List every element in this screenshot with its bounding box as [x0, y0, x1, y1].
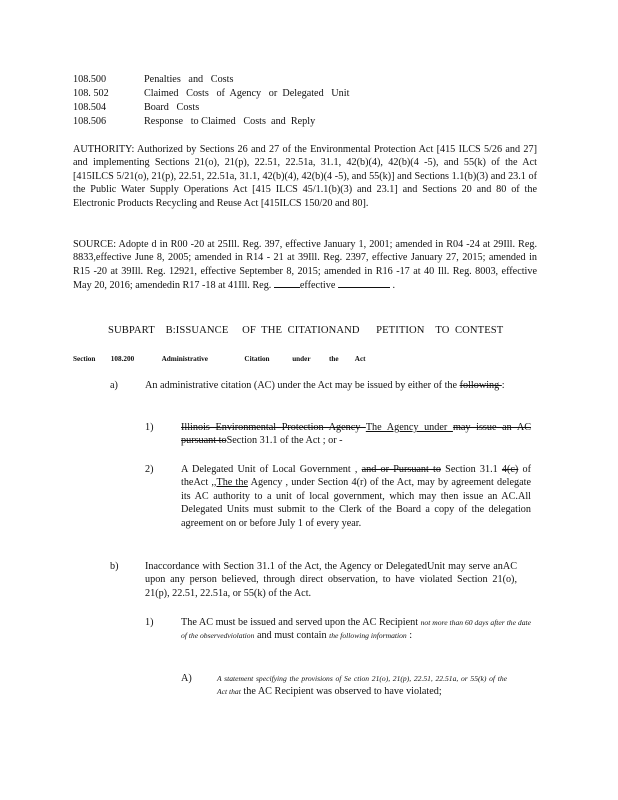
toc-section-number: 108.506: [73, 116, 107, 127]
deleted-text: following: [459, 380, 502, 391]
item-a2-body: A Delegated Unit of Local Government ,: [181, 464, 362, 475]
italic-text: not more than 60 days after the date of the observedviolation: [181, 618, 531, 641]
item-a-colon: :: [501, 380, 505, 391]
item-a2-body: Section 31.1: [440, 464, 502, 475]
item-label-b: b): [110, 561, 119, 572]
item-a2-body: Agency , under Section 4(r) of the Act, may by agreement delegate its AC authority to a unit of local government, which may then issue an AC.All Delegated Units must submit to the Clerk of the Board a copy of the delegation agreement on or before July 1 of every year.: [181, 477, 531, 529]
blank-reg-field: [274, 278, 300, 288]
inserted-text: The Agency under: [365, 422, 453, 433]
source-note: [73, 238, 537, 293]
item-label-a: a): [110, 380, 118, 391]
toc-row: [73, 115, 493, 129]
deleted-text: may issue an AC pursuant to: [181, 422, 532, 447]
item-b1A-text: [217, 672, 507, 699]
section-title-word: Administrative: [161, 355, 208, 363]
deleted-text: Illinois Environmental Protection Agency: [181, 422, 366, 433]
item-a-body: An administrative citation (AC) under the Act may be issued by either of the: [145, 380, 460, 391]
italic-text: the following information: [329, 631, 407, 641]
source-effective-label: effective: [299, 280, 336, 292]
item-label-b1: 1): [145, 617, 154, 628]
blank-effective-field: [338, 278, 390, 288]
toc-section-title: Response to Claimed Costs and Reply: [144, 116, 316, 127]
item-b1-colon: :: [406, 630, 413, 642]
toc-section-title: Claimed Costs of Agency or Delegated Unit: [144, 88, 350, 99]
item-b1A-body: the AC Recipient was observed to have violated;: [240, 686, 442, 698]
source-reg-label: Reg.: [252, 280, 272, 292]
toc-section-number: 108.500: [73, 74, 107, 85]
toc-section-title: Penalties and Costs: [144, 74, 234, 85]
toc-row: [73, 87, 493, 101]
source-history: SOURCE: Adopte d in R00 -20 at 25Ill. Reg. 397, effective January 1, 2001; amended in R04 -24 at 29Ill. Reg. 8833,effective June 8, 2005; amended in R14 - 21 at 39Ill. Reg. 2397, effective January 27, 2015; amended in R15 -20 at 39Ill. Reg. 12921, effective September 8, 2015; amended in R16 -17 at 40 Ill. Reg. 8003, effective May 20, 2016; amendedin R17 -18 at 41Ill.: [73, 239, 537, 292]
section-title-word: under: [292, 355, 311, 363]
deleted-text: 4(c): [501, 464, 519, 475]
item-a1-body: Section 31.1 of the Act ; or -: [226, 435, 343, 447]
item-a1-text: [181, 421, 531, 448]
item-a2-body: of theAct ,,: [181, 464, 531, 489]
item-b-text: Inaccordance with Section 31.1 of the Act, the Agency or DelegatedUnit may serve anAC upon any person believed, through direct observation, to have violated Section 21(o), 21(p), 22.51, 22.51a, or 55(k) of the Act.: [145, 561, 517, 599]
item-b1-body: and must contain: [254, 630, 330, 642]
toc-section-title: Board Costs: [144, 102, 200, 113]
inserted-text: The the: [216, 477, 248, 489]
item-label-a1: 1): [145, 422, 154, 433]
item-label-a2: 2): [145, 464, 154, 475]
toc-section-number: 108.504: [73, 102, 107, 113]
section-title-word: the: [328, 355, 339, 363]
authority-note: AUTHORITY: Authorized by Sections 26 and 27 of the Environmental Protection Act [415 ILCS 5/26 and 27] and implementing Sections 21(o), 21(p), 22.51, 22.51a, 31.1, 42(b)(4), 42(b)(4 -5), and 55(k) of the Act [415ILCS 5/21(o), 21(p), 22.51, 22.51a, 31.1, 42(b)(4), 42(b)(4 -5), and 55(k)] and Sections 1.1(b)(3) and 23.1 of the Public Water Supply Operations Act [415 ILCS 45/1.1(b)(3) and 23.1] and Sections 20 and 80 of the Electronic Products Recycling and Reuse Act [415ILCS 150/20 and 80].: [73, 144, 537, 209]
subpart-heading: SUBPART B:ISSUANCE OF THE CITATIONAND PETITION TO CONTEST: [108, 325, 504, 336]
item-a-text: [145, 379, 513, 392]
source-period: .: [392, 280, 395, 292]
item-b1-body: The AC must be issued and served upon the AC Recipient: [181, 617, 421, 628]
item-b1-text: [181, 616, 531, 643]
section-number: 108.200: [110, 355, 135, 363]
section-table-of-contents: [73, 73, 493, 129]
section-heading: [73, 353, 373, 366]
italic-text: A statement specifying the provisions of Se ction 21(o), 21(p), 22.51, 22.51a, or 55(k) of the Act that: [217, 674, 507, 697]
toc-row: [73, 101, 493, 115]
item-a2-text: [181, 463, 531, 530]
item-label-b1A: A): [181, 673, 192, 684]
toc-section-number: 108. 502: [73, 88, 109, 99]
section-title-word: Citation: [244, 355, 270, 363]
section-label: Section: [73, 355, 96, 363]
toc-row: [73, 73, 493, 87]
section-title-word: Act: [354, 355, 366, 363]
deleted-text: and or Pursuant to: [361, 464, 441, 475]
